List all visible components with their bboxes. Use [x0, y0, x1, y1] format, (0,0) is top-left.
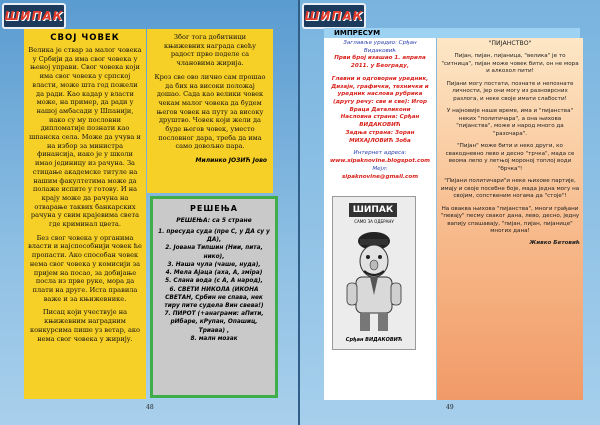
internet-label: Интернет адреса: — [353, 150, 407, 157]
article-signature: Милинко ЈОЗИЋ Јово — [195, 157, 267, 165]
impressum-line: Главни и одговорни уредник, Дизајн, графички, технички и уредник наслова рубрика (другу речу: све и све): Игор Враца Даталикони — [331, 75, 429, 113]
internet-link[interactable]: www.sipaknovine.blogspot.com — [329, 158, 431, 165]
article-heading: СВОЈ ЧОВЕК — [50, 33, 120, 43]
answer-item: 7. ПИРОТ (+анаграми: аПити, рИбаре, кРупан, Опашиц, Триава) , — [164, 311, 264, 334]
article-paragraph: Кроз све ово лично сам прошао да бих на високи положај дошао. Сада као велики човек чекам малог човека да будем његов човек на путу за високу друштво. Човек који жели да буде његов човек, уместо пословног дара, треба да има само довољно пара. — [154, 72, 266, 151]
answer-item: 6. СВЕТИ НИКОЛА (ИКОНА СВЕТАН, Србин не спава, нек тиру пите судела Вин свева!) — [164, 286, 264, 309]
article-column-1 — [24, 29, 146, 399]
cover-subtitle: САМО ЗА ОДБРАНУ — [354, 219, 394, 224]
cover-caption: Срђан ВИДАКОВИЋ — [345, 337, 403, 343]
poem-stanza: "Пијан" може бити и неко други, ко свакодневно лево и десно "трчка", мада се веома лепо у летњој мороној топлој води "брчка"! — [445, 143, 575, 172]
impressum-text — [327, 40, 433, 181]
poem-stanza: Пијан, пијан, пијаница, "велика" је то "ситница", пијан може човек бити, он не мора и алкохол пити! — [441, 53, 579, 75]
magazine-logo: ШИПАК — [302, 3, 366, 29]
page-number: 49 — [446, 404, 454, 411]
mail-label: Мејл: — [372, 165, 388, 172]
poem-stanza: У најновије наше време, има и "пијанства" неких "политичара", а она њихова "пијанства", може и народ много да "разочара". — [446, 108, 574, 137]
answers-box — [150, 196, 278, 398]
mail-link[interactable]: sipaknovine@gmail.com — [341, 173, 419, 180]
poem-stanza: "Пијани политичари"и неке њихове партије, имају и своје посебне боје, мада једна могу на својим, сопственим ногама да "стоје"! — [440, 178, 580, 200]
answers-subheading: РЕШЕЊА: са 5 стране — [176, 217, 252, 224]
answers-heading: РЕШЕЊА — [190, 204, 238, 213]
cover-thumbnail — [332, 196, 416, 350]
page-number: 48 — [146, 404, 154, 411]
article-paragraph: Писац који учествује на књижевним наградним конкурсима пише уз ветар, ако нема свог човека у жирију. — [29, 308, 141, 343]
cover-caricature — [333, 225, 415, 337]
article-body-1 — [28, 46, 142, 343]
magazine-logo: ШИПАК — [2, 3, 66, 29]
poem-author: Живко Бетовић — [529, 240, 580, 247]
answer-item: 1. пресуда суда (пре С, у ДА су у ДА), — [158, 229, 270, 244]
poem — [440, 40, 580, 248]
article-column-2 — [147, 29, 273, 193]
poem-stanza: На оваква њихова "пијанства", многи грађани "певају" песму сваког дана, лево, десно, једну вапију спашавају, "пијан, пијан, пијанице" многих дана! — [440, 205, 580, 234]
article-paragraph: Велика је ствар за малог човека у Србији да има свог човека у њеној управи. Свог човека који има свог човека у српској власти, може шта год пожели да ради. Као кадар у власти може, на пример, да ради у нашој амбасади у Шпанији, иако су му пословни дипломатије познати као шпанска села. Може да учува и на избор за министра финансија, иако је у школи имао јединицу из рачуна. За стицање академске титуле на нашим факултетима може да полаже испите у готову. И на крају може да рачуна на отварање таквих банкарских рачуна у свим крајевима света где криминал цвета. — [28, 46, 142, 229]
answers-list — [158, 228, 270, 343]
answer-item: 4. Мела Ајаца (аха, А, зміра) — [165, 270, 263, 277]
impressum-line: Задња страна: Зоран МИХАЈЛОВИЋ Зоба — [345, 129, 415, 144]
impressum-line: Насловна страна: Срђан ВИДАКОВИЋ — [340, 114, 420, 129]
impressum-line: Први број изашао 1. априла 2011. у Београду, — [334, 55, 426, 70]
article-paragraph: Због тога добитници књижевних награда свећу радост прво поделе са члановима жирија. — [164, 33, 256, 68]
article-paragraph: Без свог човека у органима власти и најспособнији човек ће пропасти. Ако способан човек нема свог човека у комисији за пријем на посао, за добијање посла из прве руке, мора да плати на друге. Иста правила важе и за књижевнике. — [28, 233, 142, 303]
right-page — [300, 0, 600, 425]
poem-title: "ПИЈАНСТВО" — [488, 40, 532, 47]
impressum-line: Заглавље урадио: Срђан Видаковић — [343, 40, 417, 54]
article-body-2 — [153, 33, 267, 151]
answer-item: 3. Наша чула (чаше, нуда), — [167, 261, 261, 268]
answer-item: 5. Слана вода (с А, А народ), — [165, 278, 263, 285]
poem-stanza: Пијани могу постати, познате и непознате личности, јер они могу из разноврсних разлога, и неке своје имати слабости! — [446, 80, 574, 102]
answer-item: 2. Јована Типшин (Нии, пита, нико), — [165, 245, 263, 260]
impressum-heading: ИМПРЕСУМ — [324, 28, 580, 38]
answer-item: 8. малн мозак — [190, 335, 238, 342]
cover-logo: ШИПАК — [349, 203, 397, 217]
